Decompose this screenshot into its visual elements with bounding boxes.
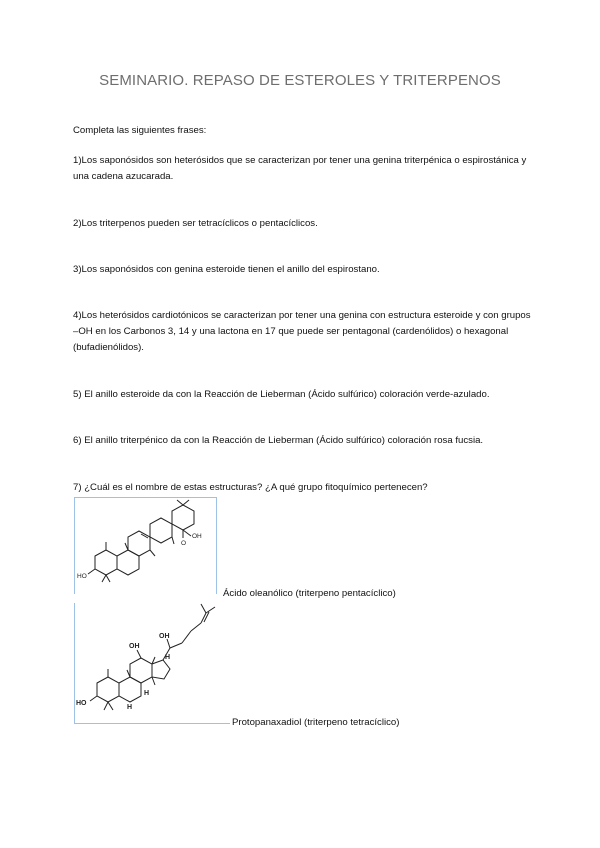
protopanaxadiol-ho-label: HO [76,700,87,707]
protopanaxadiol-oh-label-2: OH [159,633,170,640]
caption-oleanolic-acid: Ácido oleanólico (triterpeno pentacíclico) [223,588,396,599]
protopanaxadiol-h-label-2: H [144,690,150,697]
question-3: 3)Los saponósidos con genina esteroide tienen el anillo del espirostano. [73,264,380,275]
protopanaxadiol-oh-label-1: OH [129,643,140,650]
question-4: 4)Los heterósidos cardiotónicos se caracterizan por tener una genina con estructura esteroide y con grupos –OH en los Carbonos 3, 14 y una lactona en 17 que puede ser pentagonal (cardenólidos) o hexagonal (bufadienólidos). [73,310,531,353]
oleanolic-o-label: O [181,540,187,547]
protopanaxadiol-h-label-1: H [127,704,133,711]
protopanaxadiol-h-label-3: H [165,654,171,661]
oleanolic-oh-label: OH [192,533,202,540]
question-2: 2)Los triterpenos pueden ser tetracíclicos o pentacíclicos. [73,218,318,229]
caption-protopanaxadiol: Protopanaxadiol (triterpeno tetracíclico) [232,717,400,728]
oleanolic-acid-structure [74,497,217,594]
question-7: 7) ¿Cuál es el nombre de estas estructuras? ¿A qué grupo fitoquímico pertenecen? [73,482,428,493]
document-title: SEMINARIO. REPASO DE ESTEROLES Y TRITERPENOS [99,72,501,89]
protopanaxadiol-structure [74,603,230,724]
oleanolic-ho-label: HO [77,573,87,580]
intro-text: Completa las siguientes frases: [73,125,207,136]
question-1: 1)Los saponósidos son heterósidos que se caracterizan por tener una genina triterpénica o espirostánica y una cadena azucarada. [73,155,527,182]
question-6: 6) El anillo triterpénico da con la Reacción de Lieberman (Ácido sulfúrico) coloración rosa fucsia. [73,435,484,446]
oleanolic-acid-drawing [75,498,216,594]
question-5: 5) El anillo esteroide da con la Reacción de Lieberman (Ácido sulfúrico) coloración verde-azulado. [73,389,490,400]
protopanaxadiol-drawing [75,603,230,723]
